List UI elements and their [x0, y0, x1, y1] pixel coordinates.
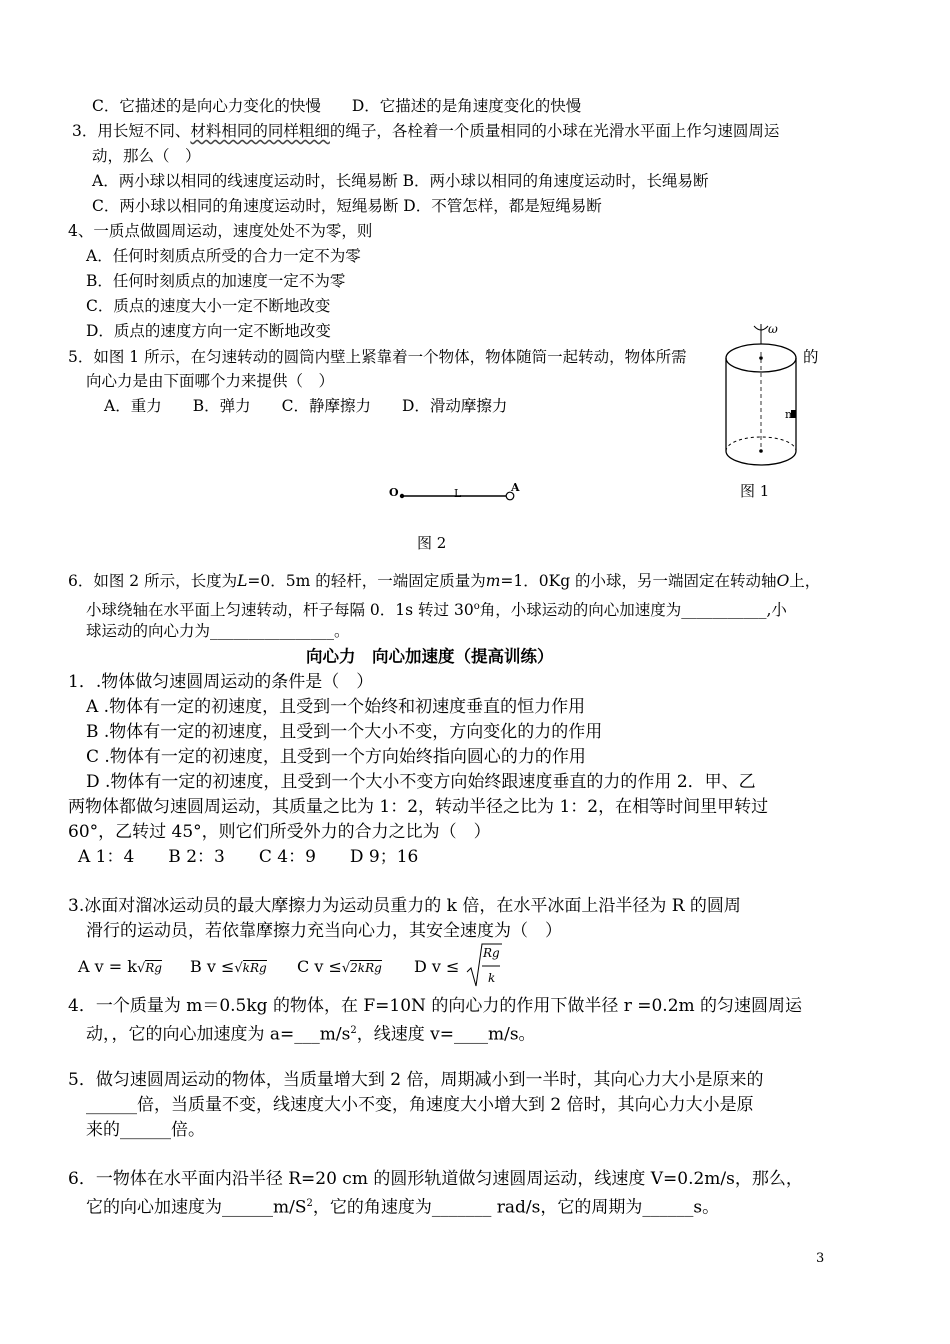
q4-option-b: B．任何时刻质点的加速度一定不为零: [86, 272, 346, 290]
fig2-o-label: O: [389, 486, 399, 499]
q3-options-cd: C．两小球以相同的角速度运动时，短绳易断 D．不管怎样，都是短绳易断: [92, 197, 602, 215]
p3-option-b: B v ≤√kRg: [190, 957, 267, 976]
fig1-mass-label: m: [785, 408, 796, 421]
q3-options-ab: A．两小球以相同的线速度运动时，长绳易断 B．两小球以相同的角速度运动时，长绳易断: [92, 172, 709, 190]
p2-line1: 两物体都做匀速圆周运动，其质量之比为 1：2，转动半径之比为 1：2，在相等时间里甲转过: [68, 797, 769, 817]
p1-option-d: D .物体有一定的初速度，且受到一个大小不变方向始终跟速度垂直的力的作用 2．甲、乙: [86, 772, 756, 792]
fig2-a-label: A: [511, 481, 520, 494]
q3-line2: 动，那么（ ）: [92, 147, 201, 165]
q4-option-c: C．质点的速度大小一定不断地改变: [86, 297, 331, 315]
p3-option-d-numerator: Rg: [483, 946, 500, 960]
figure-1-cylinder: [720, 318, 810, 478]
q2-options-cd: C．它描述的是向心力变化的快慢 D．它描述的是角速度变化的快慢: [92, 97, 582, 115]
p1-stem: 1．.物体做匀速圆周运动的条件是（ ）: [68, 672, 374, 692]
p5-line2: ______倍，当质量不变，线速度大小不变，角速度大小增大到 2 倍时，其向心力大小是原: [86, 1095, 754, 1115]
p4-line2: 动，，它的向心加速度为 $a=\_\_\_m/s^2$，线速度 v=____m/s。: [86, 1024, 536, 1045]
p2-line2: 60°，乙转过 45°，则它们所受外力的合力之比为（ ）: [68, 822, 491, 842]
p1-option-c: C .物体有一定的初速度，且受到一个方向始终指向圆心的力的作用: [86, 747, 586, 767]
p5-line1: 5．做匀速圆周运动的物体，当质量增大到 2 倍，周期减小到一半时，其向心力大小是原来的: [68, 1070, 764, 1090]
p3-option-a: A v = k√Rg: [78, 957, 162, 976]
fig1-caption: 图 1: [740, 482, 770, 500]
p1-option-b: B .物体有一定的初速度，且受到一个大小不变，方向变化的力的作用: [86, 722, 603, 742]
p6-line1: 6．一物体在水平面内沿半径 R=20 cm 的圆形轨道做匀速圆周运动，线速度 V=0.2m/s，那么，: [68, 1169, 803, 1189]
p3-line2: 滑行的运动员，若依靠摩擦力充当向心力，其安全速度为（ ）: [86, 921, 562, 941]
q4-option-a: A．任何时刻质点所受的合力一定不为零: [86, 247, 361, 265]
q5-line1-end: 的: [803, 348, 819, 366]
q5-line2: 向心力是由下面哪个力来提供（ ）: [86, 372, 335, 390]
q5-line1: 5．如图 1 所示，在匀速转动的圆筒内壁上紧靠着一个物体，物体随筒一起转动，物体所需: [68, 348, 687, 366]
q6-line2: 小球绕轴在水平面上匀速转动，杆子每隔 0．1s 转过 30$^o$角，小球运动的向心加速度为___________,小: [86, 601, 787, 620]
p2-options: A 1：4 B 2：3 C 4：9 D 9；16: [78, 847, 419, 867]
p3-option-d-label: D v ≤: [414, 957, 460, 976]
p6-line2: 它的向心加速度为$\_\_\_\_\_\_m/S^2$，它的角速度为_______ rad/s，它的周期为______s。: [86, 1197, 720, 1218]
q4-stem: 4、一质点做圆周运动，速度处处不为零，则: [68, 222, 373, 240]
page-number: 3: [816, 1251, 825, 1266]
q5-options: A．重力 B．弹力 C．静摩擦力 D．滑动摩擦力: [104, 397, 508, 415]
p3-option-d-denominator: k: [488, 971, 496, 985]
section-title: 向心力 向心加速度（提高训练）: [306, 647, 554, 666]
p4-line1: 4．一个质量为 m＝0.5kg 的物体，在 F=10N 的向心力的作用下做半径 r =0.2m 的匀速圆周运: [68, 996, 803, 1016]
q4-option-d: D．质点的速度方向一定不断地改变: [86, 322, 331, 340]
q3-line1: 3．用长短不同、材料相同的同样粗细的绳子，各栓着一个质量相同的小球在光滑水平面上作匀速圆周运: [72, 122, 780, 140]
p3-option-c: C v ≤√2kRg: [297, 957, 382, 976]
q6-line3: 球运动的向心力为________________。: [86, 622, 350, 640]
fig2-l-label: L: [454, 487, 462, 500]
p1-option-a: A .物体有一定的初速度，且受到一个始终和初速度垂直的恒力作用: [86, 697, 586, 717]
p5-line3: 来的______倍。: [86, 1120, 205, 1140]
q6-line1: 6．如图 2 所示，长度为L=0．5m 的轻杆，一端固定质量为m=1．0Kg 的小球，另一端固定在转动轴O上，: [68, 572, 821, 590]
fig1-omega-label: ω: [768, 322, 778, 336]
p3-line1: 3.冰面对溜冰运动员的最大摩擦力为运动员重力的 k 倍，在水平冰面上沿半径为 R 的圆周: [68, 896, 741, 916]
fig2-caption: 图 2: [417, 534, 447, 552]
